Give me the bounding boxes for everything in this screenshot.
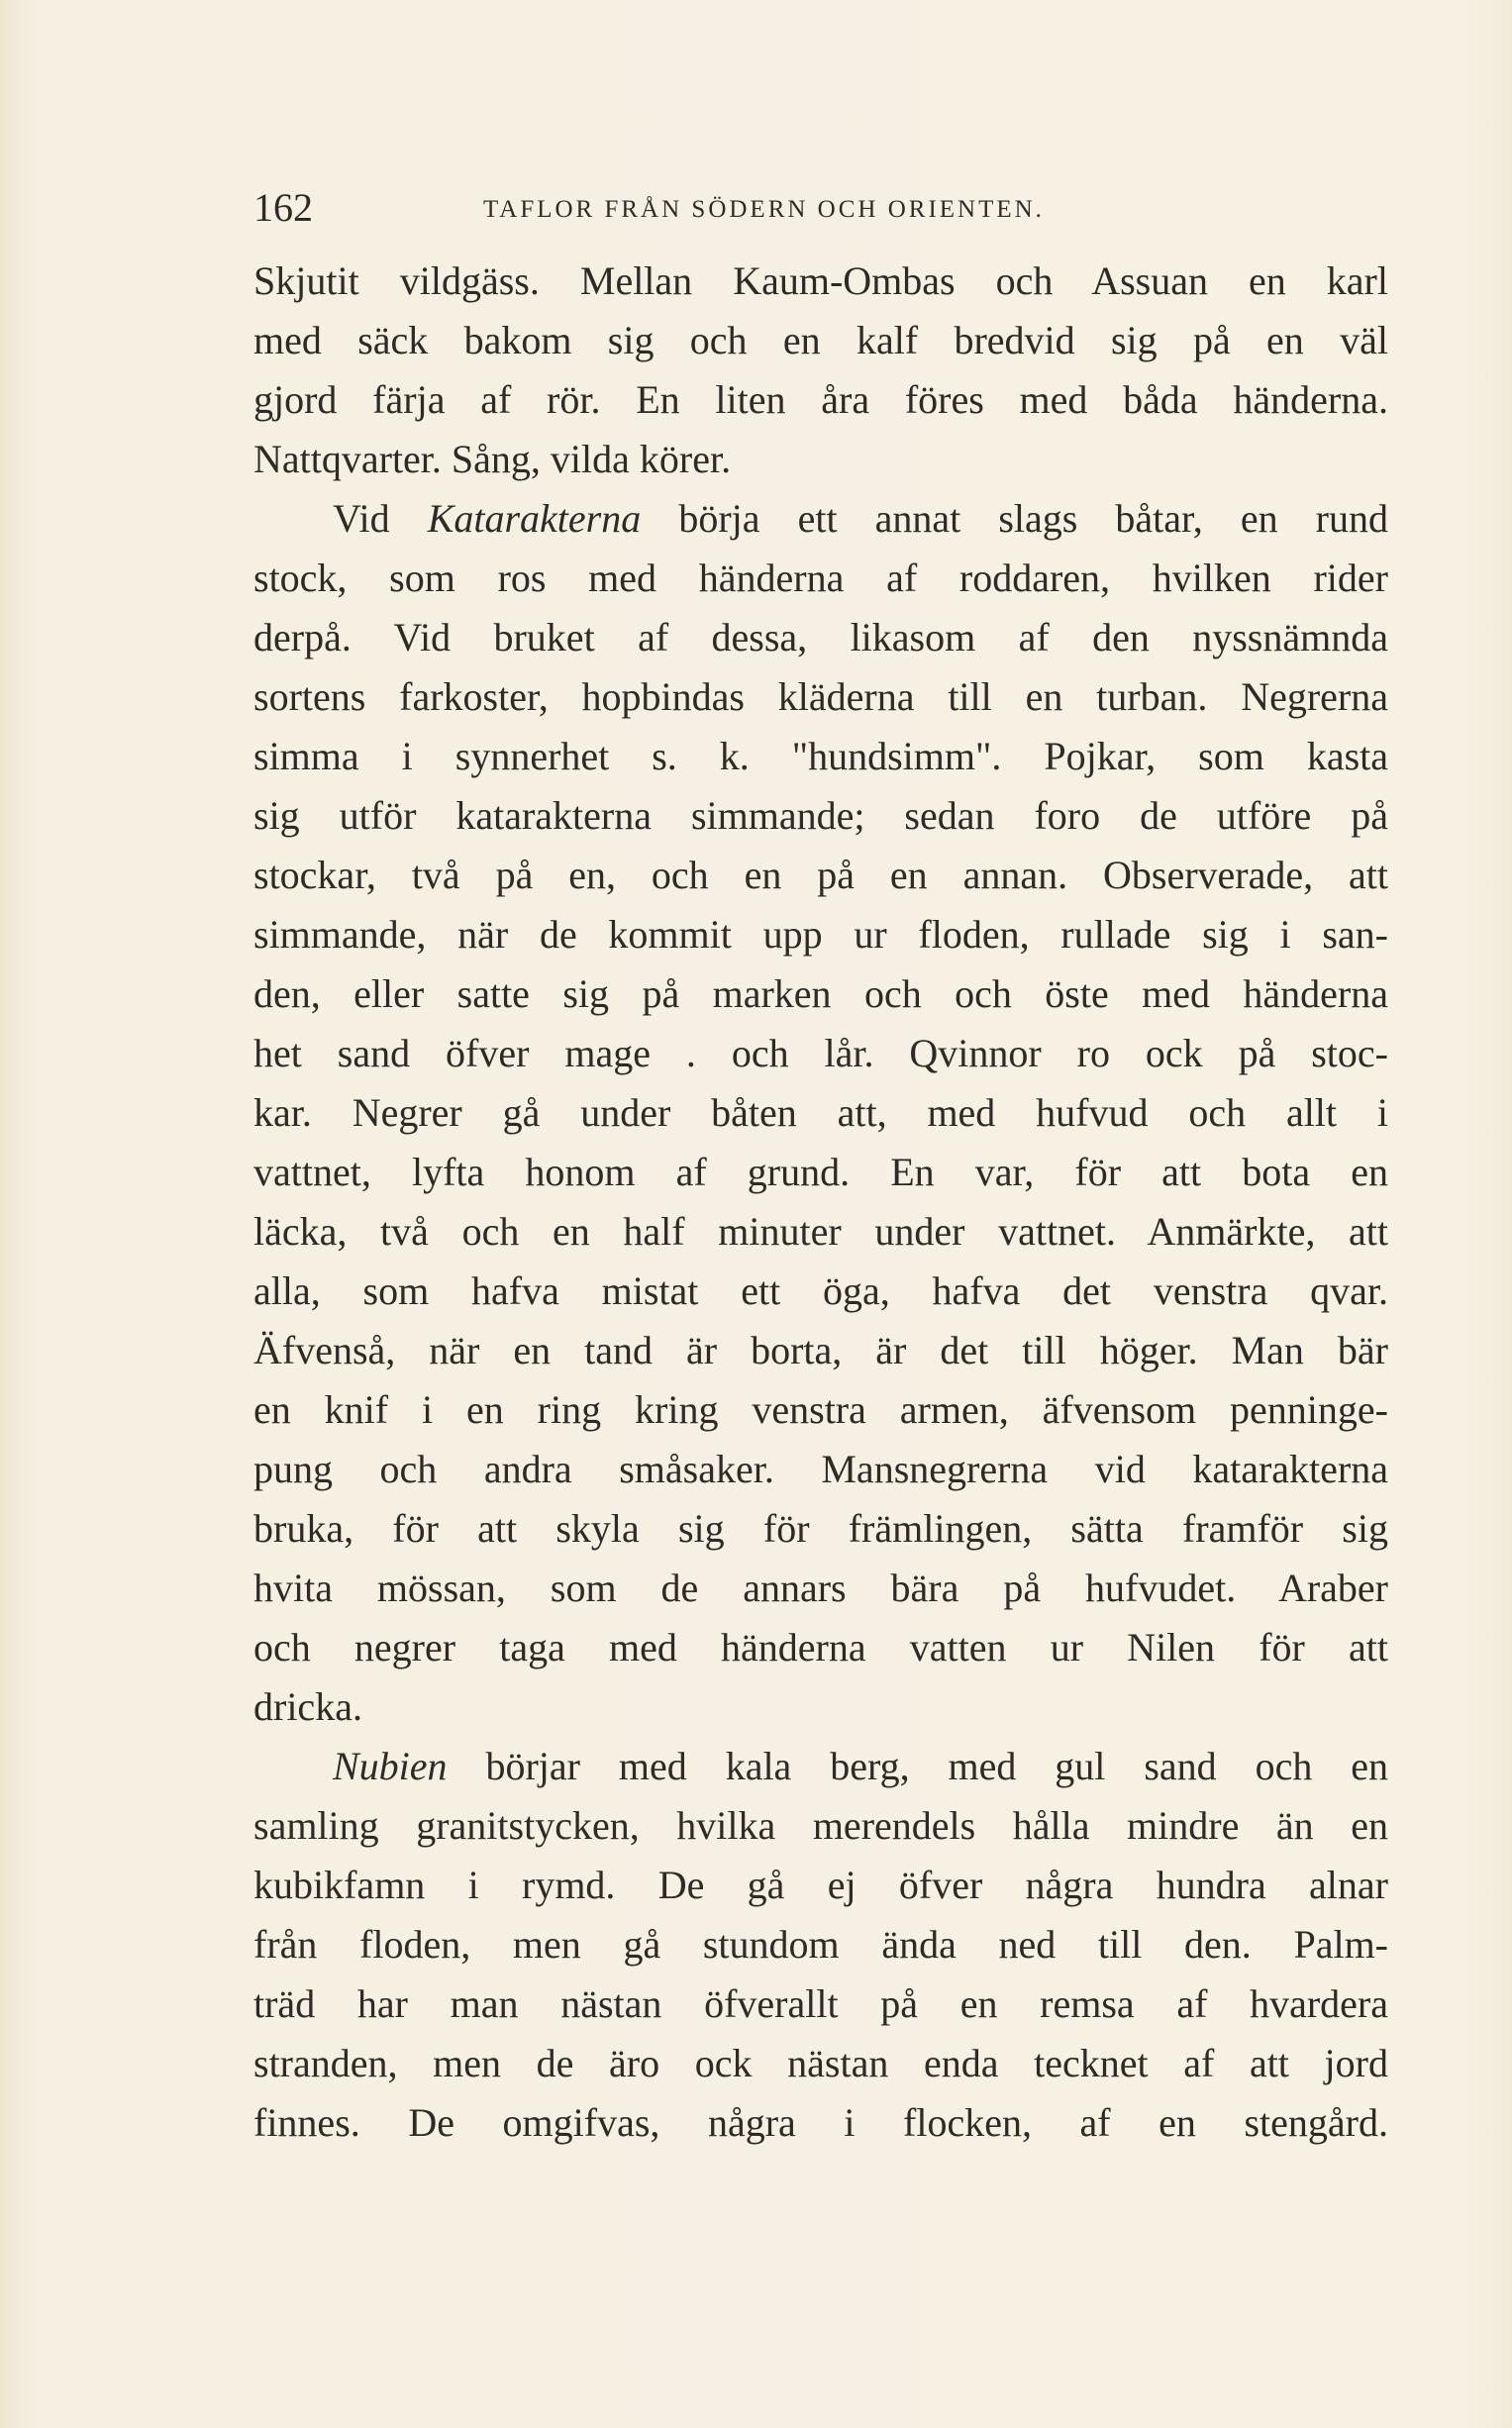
text-line: stock, som ros med händerna af roddaren, hvilken rider — [253, 556, 1388, 600]
text-line: dricka. — [253, 1684, 362, 1729]
text-line: Vid Katarakterna börja ett annat slags båtar, en rund — [333, 496, 1388, 541]
text-line: stockar, två på en, och en på en annan. Observerade, att — [253, 853, 1388, 897]
text-line: simmande, när de kommit upp ur floden, rullade sig i san- — [253, 912, 1388, 957]
text-line: en knif i en ring kring venstra armen, äfvensom penninge- — [253, 1387, 1388, 1432]
text-line: läcka, två och en half minuter under vattnet. Anmärkte, att — [253, 1209, 1388, 1254]
text-line: den, eller satte sig på marken och och öste med händerna — [253, 971, 1388, 1016]
italic-term: Katarakterna — [427, 496, 642, 541]
text-line: med säck bakom sig och en kalf bredvid sig på en väl — [253, 318, 1388, 362]
running-title: TAFLOR FRÅN SÖDERN OCH ORIENTEN. — [483, 196, 1045, 223]
text-line: alla, som hafva mistat ett öga, hafva det venstra qvar. — [253, 1268, 1388, 1313]
text-line: stranden, men de äro ock nästan enda tecknet af att jord — [253, 2041, 1388, 2085]
text-line: simma i synnerhet s. k. "hundsimm". Pojkar, som kasta — [253, 734, 1388, 778]
text-line: sortens farkoster, hopbindas kläderna till en turban. Negrerna — [253, 674, 1388, 719]
text-line: Skjutit vildgäss. Mellan Kaum-Ombas och Assuan en karl — [253, 258, 1388, 303]
text-line: gjord färja af rör. En liten åra föres med båda händerna. — [253, 377, 1388, 422]
text-line: och negrer taga med händerna vatten ur Nilen för att — [253, 1625, 1388, 1669]
text-line: vattnet, lyfta honom af grund. En var, för att bota en — [253, 1150, 1388, 1194]
text-line: het sand öfver mage . och lår. Qvinnor ro ock på stoc- — [253, 1031, 1388, 1075]
text-line: bruka, för att skyla sig för främlingen, sätta framför sig — [253, 1506, 1388, 1551]
text-line: finnes. De omgifvas, några i flocken, af en stengård. — [253, 2100, 1388, 2145]
text-line: sig utför katarakterna simmande; sedan foro de utföre på — [253, 793, 1388, 838]
page-header — [253, 184, 1244, 232]
body-text — [253, 252, 1388, 2153]
text-line: hvita mössan, som de annars bära på hufvudet. Araber — [253, 1566, 1388, 1610]
text-line: från floden, men gå stundom ända ned till den. Palm- — [253, 1922, 1388, 1967]
text-line: samling granitstycken, hvilka merendels hålla mindre än en — [253, 1803, 1388, 1848]
text-line: kubikfamn i rymd. De gå ej öfver några hundra alnar — [253, 1863, 1388, 1907]
text-line: pung och andra småsaker. Mansnegrerna vid katarakterna — [253, 1447, 1388, 1491]
text-line: Nattqvarter. Sång, vilda körer. — [253, 437, 732, 481]
text-line: derpå. Vid bruket af dessa, likasom af den nyssnämnda — [253, 615, 1388, 659]
text-line: Nubien börjar med kala berg, med gul sand och en — [333, 1744, 1388, 1788]
italic-term: Nubien — [333, 1744, 448, 1788]
text-line: kar. Negrer gå under båten att, med hufvud och allt i — [253, 1090, 1388, 1135]
text-line: Äfvenså, när en tand är borta, är det till höger. Man bär — [253, 1328, 1388, 1372]
page-number: 162 — [253, 185, 313, 230]
text-line: träd har man nästan öfverallt på en remsa af hvardera — [253, 1981, 1388, 2026]
